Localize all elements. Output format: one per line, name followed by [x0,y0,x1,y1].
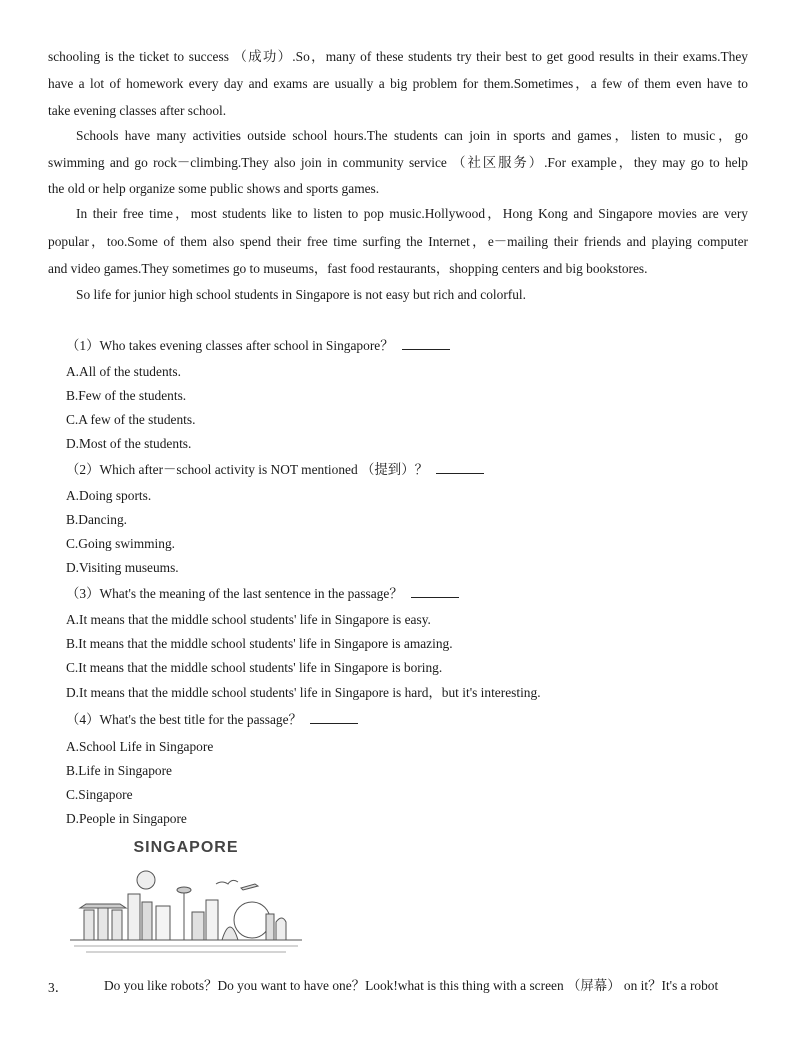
illustration-title: SINGAPORE [133,839,239,856]
passage-line: the old or help organize some public shows and sports games. [48,181,380,196]
answer-option: B.It means that the middle school students' life in Singapore is amazing. [66,636,453,651]
passage-line: schooling is the ticket to success （成功）.So，many of these students try their best to get good results in their exams.They [48,49,748,64]
answer-blank[interactable] [411,585,459,598]
answer-option: A.Doing sports. [66,488,152,503]
answer-option: C.Going swimming. [66,536,175,551]
question-stem: （4）What's the best title for the passage？ [66,711,746,728]
passage-line: have a lot of homework every day and exams are usually a big problem for them.Sometimes，a few of them even have to [48,76,748,91]
passage-line: popular，too.Some of them also spend their free time surfing the Internet，e－mailing their friends and playing computer [48,234,748,249]
answer-option: B.Life in Singapore [66,763,172,778]
question-stem: （2）Which after－school activity is NOT mentioned （提到）？ [66,461,746,478]
answer-option: D.Most of the students. [66,436,192,451]
passage-line: So life for junior high school students in Singapore is not easy but rich and colorful. [76,287,527,302]
answer-option: C.Singapore [66,787,133,802]
passage-line: swimming and go rock－climbing.They also join in community service （社区服务）.For example，they may go to help [48,155,748,170]
answer-option: D.It means that the middle school students' life in Singapore is hard，but it's interesting. [66,685,541,700]
answer-blank[interactable] [436,461,484,474]
answer-option: A.It means that the middle school students' life in Singapore is easy. [66,612,431,627]
passage-line: In their free time，most students like to listen to pop music.Hollywood，Hong Kong and Singapore movies are very [76,206,748,221]
passage-line: take evening classes after school. [48,103,227,118]
answer-option: D.Visiting museums. [66,560,179,575]
answer-option: B.Few of the students. [66,388,187,403]
answer-option: C.A few of the students. [66,412,196,427]
passage-line: Do you like robots？Do you want to have one？Look!what is this thing with a screen （屏幕） on it？It's a robot [104,978,719,993]
answer-option: A.All of the students. [66,364,181,379]
passage-line: and video games.They sometimes go to museums，fast food restaurants，shopping centers and big bookstores. [48,261,648,276]
answer-option: A.School Life in Singapore [66,739,214,754]
answer-blank[interactable] [310,711,358,724]
answer-option: B.Dancing. [66,512,127,527]
answer-option: D.People in Singapore [66,811,187,826]
answer-option: C.It means that the middle school students' life in Singapore is boring. [66,660,443,675]
passage-line: Schools have many activities outside school hours.The students can join in sports and games，listen to music，go [76,128,748,143]
answer-blank[interactable] [402,337,450,350]
question-stem: （1）Who takes evening classes after school in Singapore？ [66,337,746,354]
question-number: 3． [48,980,69,995]
question-stem: （3）What's the meaning of the last sentence in the passage？ [66,585,746,602]
singapore-skyline-illustration [66,832,306,964]
